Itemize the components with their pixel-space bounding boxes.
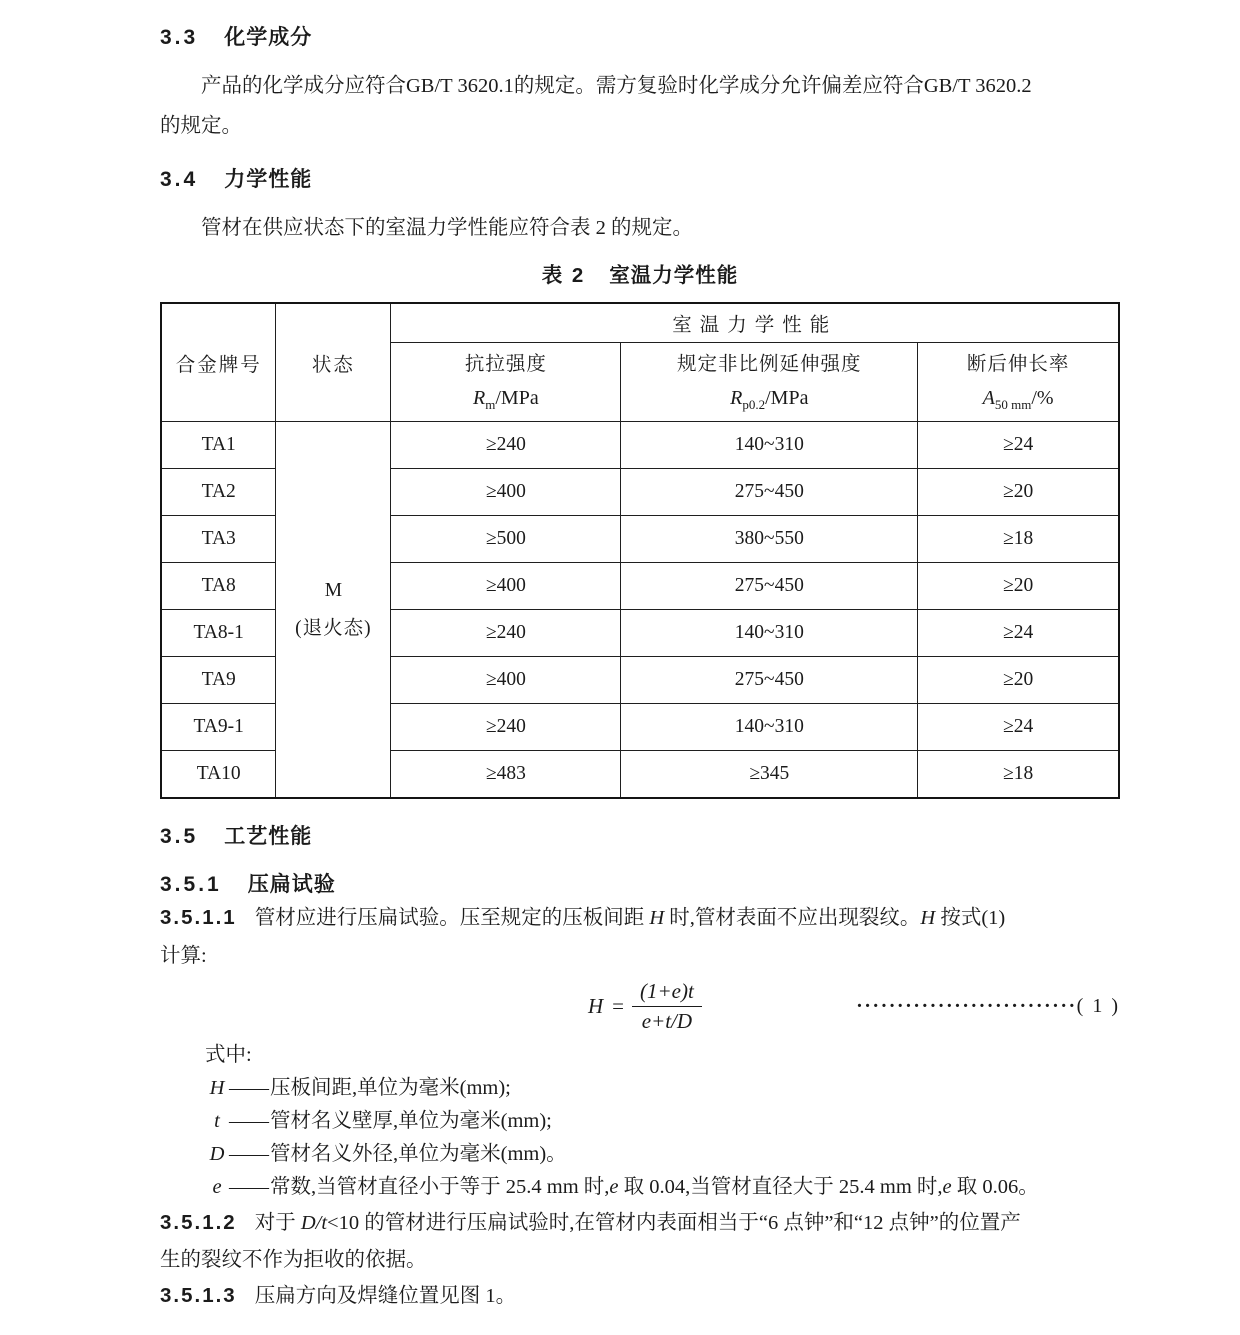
header-col-symbol: $R_m$/MPa (473, 386, 539, 412)
paragraph-3-4: 管材在供应状态下的室温力学性能应符合表 2 的规定。 (201, 217, 693, 239)
clause-number: 3.5.1.3 (160, 1284, 237, 1307)
rm-cell: ≥400 (391, 563, 621, 610)
equation-reference (856, 995, 1120, 1018)
table-row (161, 422, 1119, 469)
fraction-denominator: e+t/D (641, 1008, 693, 1033)
section-3-4-heading (160, 166, 1120, 194)
elongation-cell: ≥20 (918, 563, 1119, 610)
equation-lhs: H (588, 993, 605, 1018)
rp02-cell: 140~310 (621, 610, 918, 657)
rm-cell: ≥500 (391, 516, 621, 563)
fraction-numerator: (1+e)t (632, 978, 702, 1007)
variable-H: H (649, 907, 665, 929)
table-2-caption (160, 262, 1120, 290)
elongation-cell: ≥18 (918, 751, 1119, 799)
clause-number: 3.5.1.2 (160, 1211, 237, 1234)
clause-number: 3.5.1.1 (160, 906, 237, 929)
definition-t: t ——管材名义壁厚,单位为毫米(mm); (214, 1110, 552, 1132)
rm-cell: ≥240 (391, 704, 621, 751)
clause-3-5-1-3 (160, 1279, 1120, 1313)
header-tensile-strength (391, 343, 621, 422)
header-group: 室温力学性能 (391, 303, 1119, 343)
elongation-cell: ≥18 (918, 516, 1119, 563)
elongation-cell: ≥20 (918, 469, 1119, 516)
section-3-3-heading (160, 24, 1120, 52)
header-proof-strength (621, 343, 918, 422)
rm-cell: ≥240 (391, 422, 621, 469)
equation-expression (588, 978, 702, 1035)
definition-H: H ——压板间距,单位为毫米(mm); (209, 1077, 511, 1099)
section-3-5-heading (160, 823, 1120, 851)
rm-cell: ≥400 (391, 657, 621, 704)
section-title: 力学性能 (224, 168, 313, 191)
alloy-cell: TA10 (161, 751, 276, 799)
alloy-cell: TA1 (161, 422, 276, 469)
table-caption-title: 室温力学性能 (609, 264, 739, 287)
section-title: 化学成分 (224, 26, 313, 49)
paragraph-line: 产品的化学成分应符合GB/T 3620.1的规定。需方复验时化学成分允许偏差应符合GB/T 3620.2 (201, 75, 1032, 97)
state-cell: M (退火态) (276, 422, 391, 799)
rp02-cell: 140~310 (621, 704, 918, 751)
rm-cell: ≥240 (391, 610, 621, 657)
section-title: 工艺性能 (224, 825, 313, 848)
definitions-block (160, 1039, 1120, 1204)
dotted-leader: ··························· (856, 994, 1077, 1017)
section-number: 3.4 (160, 168, 199, 191)
variable-H: H (920, 907, 936, 929)
clause-text: 压扁方向及焊缝位置见图 1。 (254, 1285, 517, 1307)
equation-number: ( 1 ) (1076, 994, 1120, 1017)
section-title: 压扁试验 (247, 873, 336, 896)
fraction (632, 978, 702, 1035)
header-col-title: 断后伸长率 (966, 353, 1070, 375)
rp02-cell: 275~450 (621, 563, 918, 610)
elongation-cell: ≥24 (918, 610, 1119, 657)
section-3-5-1-heading (160, 871, 1120, 899)
rp02-cell: ≥345 (621, 751, 918, 799)
paragraph-3-3 (160, 66, 1120, 146)
clause-text: 时,管材表面不应出现裂纹。 (664, 907, 921, 929)
rp02-cell: 275~450 (621, 657, 918, 704)
header-elongation (918, 343, 1119, 422)
variable-e: e (609, 1176, 619, 1198)
rm-cell: ≥400 (391, 469, 621, 516)
section-number: 3.5.1 (160, 873, 222, 896)
clause-text: 管材应进行压扁试验。压至规定的压板间距 (254, 907, 650, 929)
alloy-cell: TA2 (161, 469, 276, 516)
rp02-cell: 140~310 (621, 422, 918, 469)
equation-1 (160, 977, 1120, 1035)
alloy-cell: TA9-1 (161, 704, 276, 751)
table-caption-number: 表 2 (541, 264, 586, 287)
rp02-cell: 275~450 (621, 469, 918, 516)
header-state: 状态 (276, 303, 391, 422)
elongation-cell: ≥24 (918, 422, 1119, 469)
alloy-cell: TA3 (161, 516, 276, 563)
elongation-cell: ≥20 (918, 657, 1119, 704)
paragraph-line: 的规定。 (160, 115, 242, 137)
rm-cell: ≥483 (391, 751, 621, 799)
header-col-symbol: $R_{p0.2}$/MPa (730, 386, 809, 412)
clause-text: 生的裂纹不作为拒收的依据。 (160, 1249, 427, 1271)
variable-e: e (942, 1176, 952, 1198)
mechanical-properties-table (160, 302, 1120, 799)
clause-text: 计算: (160, 945, 207, 967)
header-col-title: 规定非比例延伸强度 (677, 353, 862, 375)
header-col-symbol: $A_{50 mm}/\%$ (982, 386, 1054, 412)
clause-text: <10 的管材进行压扁试验时,在管材内表面相当于“6 点钟”和“12 点钟”的位置产 (327, 1212, 1021, 1234)
clause-text: 对于 (254, 1212, 301, 1234)
variable-D-over-t: D/t (300, 1212, 328, 1234)
alloy-cell: TA8-1 (161, 610, 276, 657)
table-header-row-group (161, 303, 1119, 343)
elongation-cell: ≥24 (918, 704, 1119, 751)
alloy-cell: TA8 (161, 563, 276, 610)
clause-3-5-1-2 (160, 1204, 1120, 1279)
definitions-intro: 式中: (205, 1044, 252, 1066)
clause-text: 按式(1) (935, 907, 1006, 929)
alloy-cell: TA9 (161, 657, 276, 704)
clause-3-5-1-1 (160, 899, 1120, 975)
equals-sign: = (612, 993, 625, 1018)
definition-D: D ——管材名义外径,单位为毫米(mm)。 (209, 1143, 567, 1165)
definition-e: e ——常数,当管材直径小于等于 25.4 mm 时,e 取 0.04,当管材直径大于 25.4 mm 时,e 取 0.06。 (212, 1176, 1039, 1198)
header-alloy: 合金牌号 (161, 303, 276, 422)
section-number: 3.5 (160, 825, 199, 848)
header-col-title: 抗拉强度 (464, 353, 547, 375)
section-number: 3.3 (160, 26, 199, 49)
rp02-cell: 380~550 (621, 516, 918, 563)
